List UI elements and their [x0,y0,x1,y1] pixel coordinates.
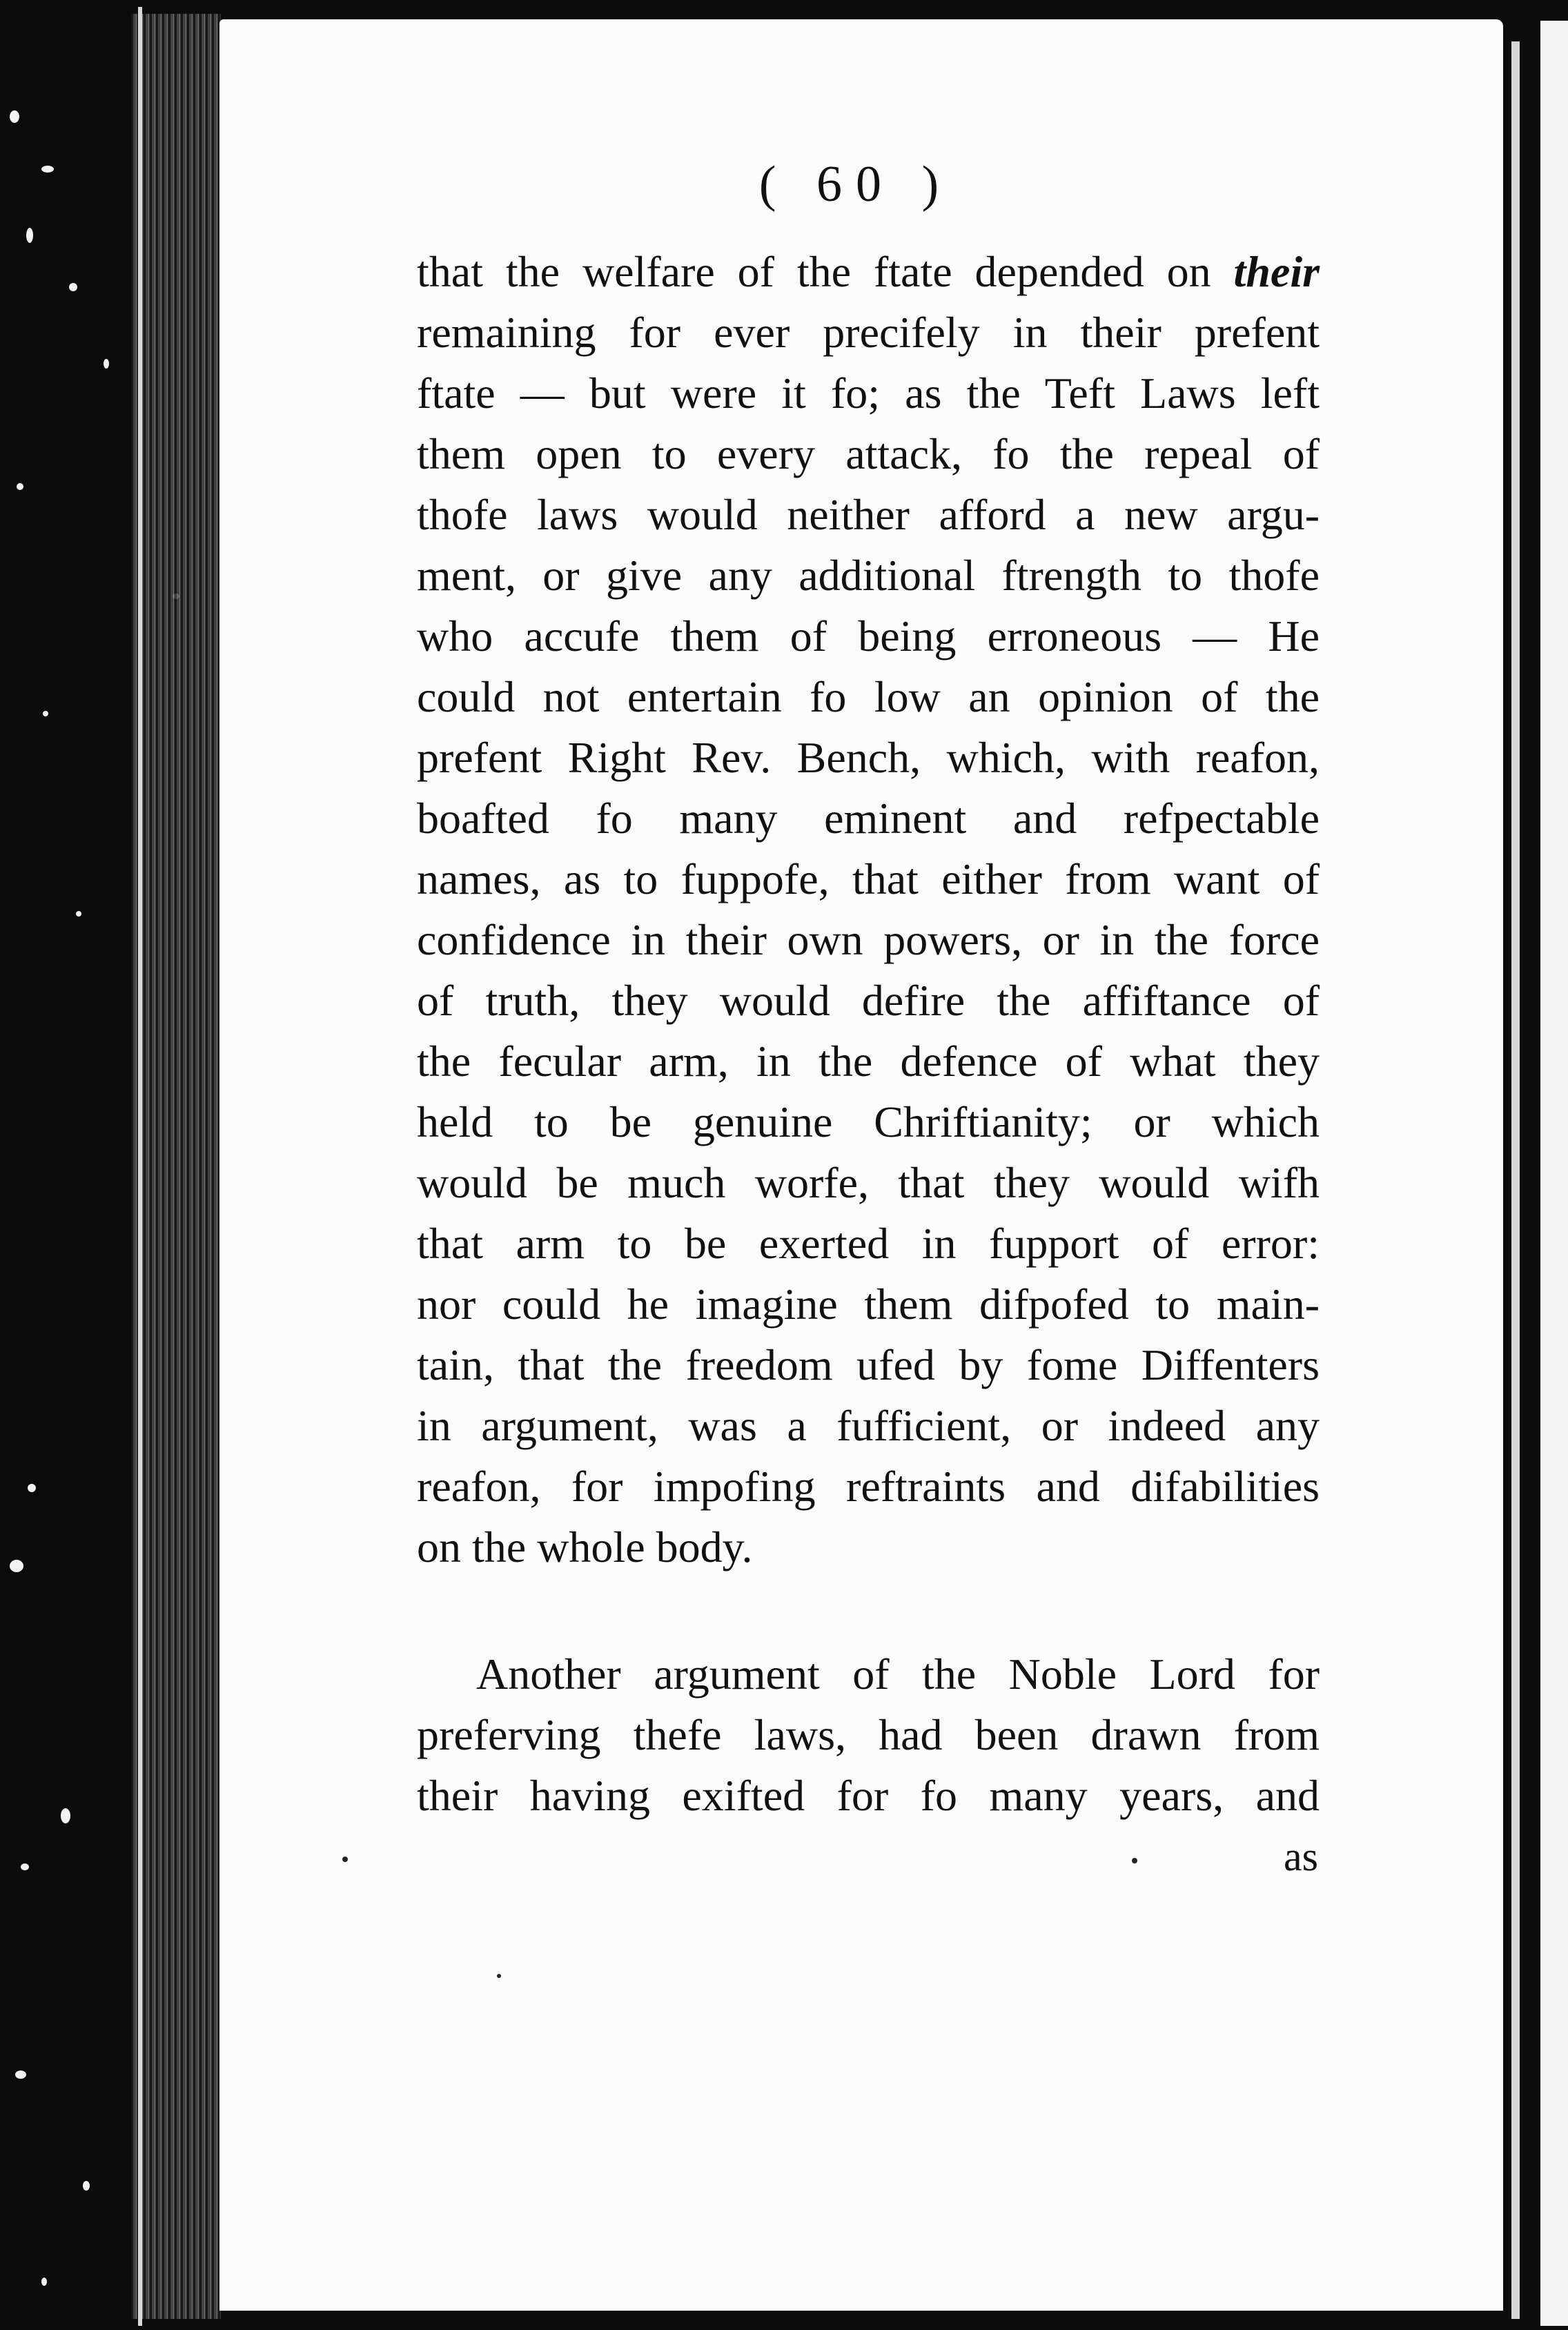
scan-speck [43,711,48,716]
scan-speck [28,1484,36,1492]
scan-speck [21,1863,29,1870]
scan-speck [26,228,33,243]
text-line: their having exifted for fo many years, and [417,1771,1320,1820]
scan-speck [41,2278,47,2286]
text-line: names, as to fuppofe, that either from want of [417,854,1320,903]
text-line: preferving thefe laws, had been drawn from [417,1710,1320,1759]
text-line: held to be genuine Chriftianity; or which [417,1097,1320,1146]
text-line: them open to every attack, fo the repeal of [417,429,1320,478]
text-line: on the whole body. [417,1523,753,1572]
text-line: nor could he imagine them difpofed to main- [417,1280,1320,1329]
scan-speck [69,283,77,291]
text-line: that arm to be exerted in fupport of error: [417,1219,1320,1268]
text-line: would be much worfe, that they would wifh [417,1158,1320,1207]
text-line: ftate — but were it fo; as the Teft Laws left [417,369,1320,418]
text-line: tain, that the freedom ufed by fome Diffenters [417,1340,1320,1389]
next-page-sliver [1540,21,1568,2326]
italic-word: their [1233,247,1320,296]
text-line [417,242,1320,302]
book-spine-edge [138,7,221,2326]
text-line: who accufe them of being erroneous — He [417,611,1320,660]
text-line: could not entertain fo low an opinion of the [417,672,1320,721]
next-page-edge [1511,41,1520,2319]
scan-speck [61,1808,70,1823]
text-line: prefent Right Rev. Bench, which, with reafon, [417,733,1320,782]
text-line: of truth, they would defire the affiftance of [417,976,1320,1025]
text-line: ment, or give any additional ftrength to thofe [417,551,1320,600]
catchword: as [1284,1834,1318,1879]
text-line: in argument, was a fufficient, or indeed any [417,1401,1320,1450]
scan-speck [41,166,54,173]
scan-speck [104,359,109,369]
ink-dot [342,1857,348,1862]
scan-speck [10,1560,23,1572]
text-line: the fecular arm, in the defence of what they [417,1037,1320,1086]
scan-speck [10,110,19,123]
scan-speck [17,483,23,490]
scan-speck [83,2181,90,2191]
text-line: Another argument of the Noble Lord for [476,1649,1320,1698]
text-line: boafted fo many eminent and refpectable [417,794,1320,843]
scan-speck [76,911,81,917]
scan-speck [15,2070,26,2079]
ink-dot [1132,1858,1137,1863]
text-line: confidence in their own powers, or in the force [417,915,1320,964]
text-line: thofe laws would neither afford a new argu- [417,490,1320,539]
page-number: ( 60 ) [758,156,953,213]
text-line: reafon, for impofing reftraints and difabilities [417,1462,1320,1511]
text-line: remaining for ever precifely in their prefent [417,308,1320,357]
text-line-part: that the welfare of the ftate depended on [417,247,1211,296]
ink-dot [497,1974,501,1978]
